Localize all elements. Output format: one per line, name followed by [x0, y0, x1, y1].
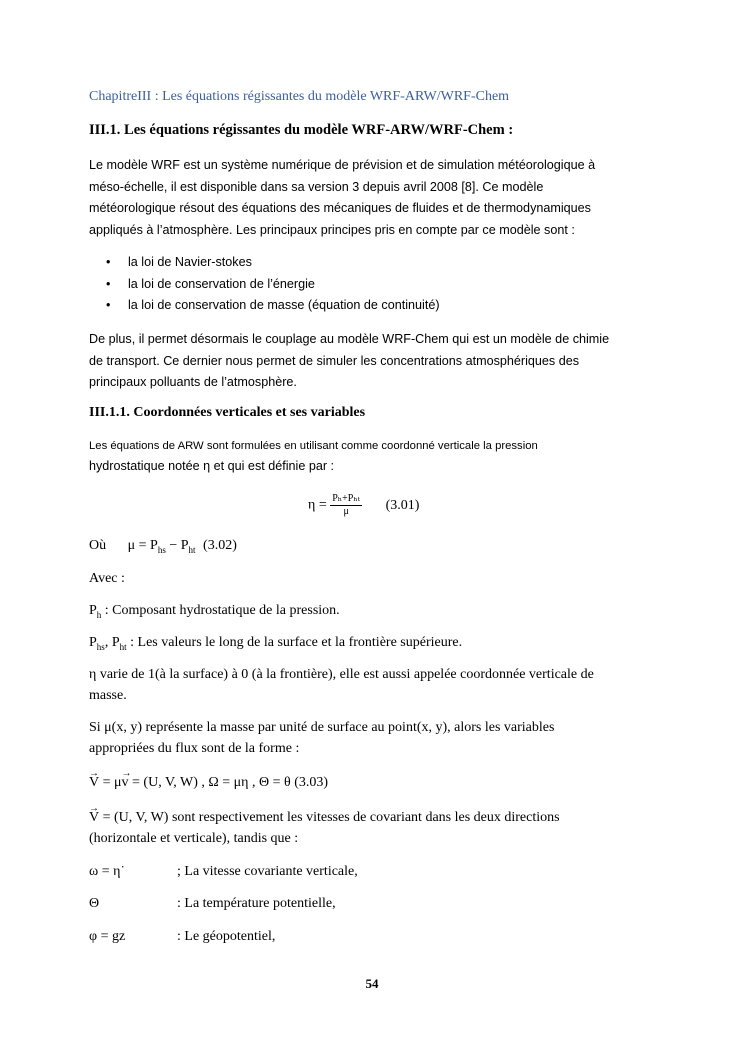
- def-description: : La température potentielle,: [177, 896, 336, 911]
- def-symbol: φ = gz: [89, 929, 126, 944]
- eq1-lhs: η =: [308, 497, 327, 513]
- eq2-prefix: Où: [89, 538, 107, 553]
- bullet-icon: •: [106, 276, 111, 291]
- intro-line: appliqués à l’atmosphère. Les principaux principes pris en compte par ce modèle sont :: [89, 222, 575, 237]
- def-description: ; La vitesse covariante verticale,: [177, 864, 358, 879]
- page-number: 54: [365, 976, 379, 991]
- equation-3-01: [308, 493, 419, 518]
- equation-3-02: Où $\mu = P_{hs} - P_{ht}$ (3.02): [89, 538, 237, 555]
- eq2-label: (3.02): [203, 538, 237, 553]
- chem-line: principaux polluants de l’atmosphère.: [89, 375, 297, 389]
- avec-label: Avec :: [89, 571, 125, 586]
- intro-line: Le modèle WRF est un système numérique de prévision et de simulation météorologique à: [89, 158, 596, 172]
- intro-line: météorologique résout des équations des mécaniques de fluides et de thermodynamiques: [89, 201, 591, 215]
- def-description: : Le géopotentiel,: [177, 929, 276, 944]
- intro-line: méso-échelle, il est disponible dans sa version 3 depuis avril 2008 [8]. Ce modèle: [89, 179, 544, 194]
- list-item: • la loi de Navier-stokes: [106, 252, 440, 274]
- definition-omega: [89, 862, 589, 881]
- definition-phi: [89, 927, 589, 946]
- def-symbol: ω = η˙: [89, 864, 126, 879]
- vector-V: → V: [89, 773, 99, 792]
- list-item: • la loi de conservation de masse (équation de continuité): [106, 295, 440, 317]
- eq1-label: (3.01): [385, 497, 420, 513]
- chapter-header: ChapitreIII : Les équations régissantes du modèle WRF-ARW/WRF-Chem: [89, 89, 510, 104]
- vector-line-2: (horizontale et verticale), tandis que :: [89, 831, 299, 846]
- subsection-title: III.1.1. Coordonnées verticales et ses variables: [89, 405, 366, 420]
- chem-paragraph: [89, 329, 664, 394]
- vector-v: → v: [122, 773, 129, 792]
- mass-line-2: appropriées du flux sont de la forme :: [89, 741, 300, 756]
- intro-paragraph: [89, 155, 664, 241]
- eta-line-2: masse.: [89, 688, 127, 703]
- arw-line-2: hydrostatique notée η et qui est définie par :: [89, 459, 335, 473]
- chem-line: de transport. Ce dernier nous permet de simuler les concentrations atmosphériques des: [89, 353, 580, 368]
- principles-list: [106, 252, 440, 317]
- mass-line-1: Si μ(x, y) représente la masse par unité de surface au point(x, y), alors les variables: [89, 720, 555, 735]
- vector-V: → V: [89, 808, 99, 827]
- eta-line-1: η varie de 1(à la surface) à 0 (à la frontière), elle est aussi appelée coordonnée verticale de: [89, 667, 594, 682]
- equation-3-03: → V = μ→ v = (U, V, W) , Ω = μη , Θ = θ (3.03): [89, 773, 328, 792]
- bullet-icon: •: [106, 255, 111, 269]
- arw-line-1: Les équations de ARW sont formulées en utilisant comme coordonné verticale la pression: [89, 440, 538, 452]
- chem-line: De plus, il permet désormais le couplage au modèle WRF-Chem qui est un modèle de chimie: [89, 332, 610, 346]
- section-title: III.1. Les équations régissantes du modèle WRF-ARW/WRF-Chem :: [89, 122, 514, 138]
- def-symbol: Θ: [89, 896, 100, 911]
- definition-phs-pht: $P_{hs}$, $P_{ht}$ : Les valeurs le long de la surface et la frontière supérieure.: [89, 635, 463, 652]
- list-item: • la loi de conservation de l’énergie: [106, 274, 440, 296]
- eq1-denominator: μ: [343, 506, 349, 517]
- eq1-fraction: [330, 493, 362, 518]
- vector-line-1: → V = (U, V, W) sont respectivement les vitesses de covariant dans les deux directions: [89, 808, 560, 827]
- bullet-icon: •: [106, 298, 111, 312]
- definition-theta: [89, 894, 589, 913]
- eq1-numerator: Pₕ+Pₕₜ: [332, 493, 361, 504]
- definition-ph: $P_h$ : Composant hydrostatique de la pression.: [89, 603, 340, 620]
